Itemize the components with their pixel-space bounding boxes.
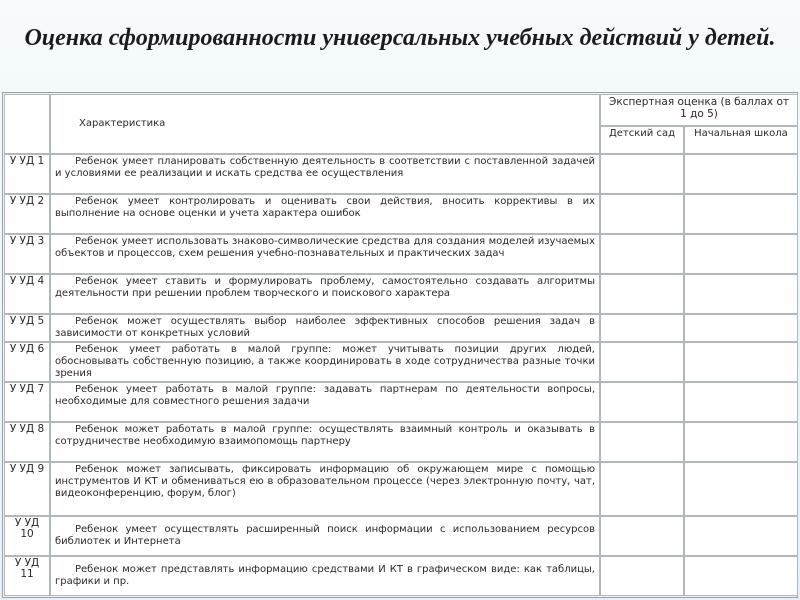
row-code: У УД 1 — [5, 155, 49, 193]
row-description: Ребенок умеет осуществлять расширенный поиск информации с использованием ресурсов библиотек и Интернета — [51, 517, 599, 555]
score-school-cell[interactable] — [685, 195, 797, 233]
row-description: Ребенок может работать в малой группе: осуществлять взаимный контроль и оказывать в сотрудничестве необходимую взаимопомощь партнеру — [51, 423, 599, 461]
table-row — [5, 463, 797, 515]
score-kindergarten-cell[interactable] — [601, 463, 683, 515]
row-description: Ребенок может осуществлять выбор наиболее эффективных способов решения задач в зависимости от конкретных условий — [51, 315, 599, 341]
row-code: У УД 4 — [5, 275, 49, 313]
row-code: У УД 3 — [5, 235, 49, 273]
table-row — [5, 557, 797, 595]
score-kindergarten-cell[interactable] — [601, 235, 683, 273]
score-school-cell[interactable] — [685, 463, 797, 515]
table-row — [5, 315, 797, 341]
table-row — [5, 383, 797, 421]
row-description: Ребенок может записывать, фиксировать информацию об окружающем мире с помощью инструментов И КТ и обмениваться ею в образовательном процессе (через электронную почту, чат, видеоконференцию, форум, блог) — [51, 463, 599, 515]
score-school-cell[interactable] — [685, 383, 797, 421]
score-kindergarten-cell[interactable] — [601, 423, 683, 461]
row-code: У УД 8 — [5, 423, 49, 461]
score-school-cell[interactable] — [685, 315, 797, 341]
row-description: Ребенок умеет ставить и формулировать проблему, самостоятельно создавать алгоритмы деятельности при решении проблем творческого и поискового характера — [51, 275, 599, 313]
table-row — [5, 155, 797, 193]
score-kindergarten-cell[interactable] — [601, 155, 683, 193]
score-school-cell[interactable] — [685, 423, 797, 461]
header-expert-score: Экспертная оценка (в баллах от 1 до 5) — [601, 95, 797, 125]
score-school-cell[interactable] — [685, 517, 797, 555]
table-row — [5, 275, 797, 313]
row-description: Ребенок умеет работать в малой группе: может учитывать позиции других людей, обосновывать собственную позицию, а также координировать в ходе сотрудничества разные точки зрения — [51, 343, 599, 381]
header-primary-school: Начальная школа — [685, 127, 797, 153]
row-code: У УД 5 — [5, 315, 49, 341]
row-code: У УД 6 — [5, 343, 49, 381]
score-kindergarten-cell[interactable] — [601, 195, 683, 233]
score-kindergarten-cell[interactable] — [601, 383, 683, 421]
score-school-cell[interactable] — [685, 155, 797, 193]
score-kindergarten-cell[interactable] — [601, 557, 683, 595]
table-row — [5, 235, 797, 273]
row-description: Ребенок умеет планировать собственную деятельность в соответствии с поставленной задачей и условиями ее реализации и искать средства ее осуществления — [51, 155, 599, 193]
table-row — [5, 195, 797, 233]
row-description: Ребенок может представлять информацию средствами И КТ в графическом виде: как таблицы, графики и пр. — [51, 557, 599, 595]
table-row — [5, 517, 797, 555]
row-code: У УД 7 — [5, 383, 49, 421]
score-school-cell[interactable] — [685, 235, 797, 273]
score-kindergarten-cell[interactable] — [601, 275, 683, 313]
row-code: У УД 9 — [5, 463, 49, 515]
score-kindergarten-cell[interactable] — [601, 315, 683, 341]
row-code: У УД 2 — [5, 195, 49, 233]
slide-title: Оценка сформированности универсальных учебных действий у детей. — [24, 25, 776, 51]
row-code: У УД 10 — [5, 517, 49, 555]
score-kindergarten-cell[interactable] — [601, 517, 683, 555]
header-code-cell — [5, 95, 49, 153]
header-characteristic: Характеристика — [51, 95, 599, 153]
score-school-cell[interactable] — [685, 343, 797, 381]
score-school-cell[interactable] — [685, 557, 797, 595]
table-row — [5, 343, 797, 381]
row-code: У УД 11 — [5, 557, 49, 595]
score-kindergarten-cell[interactable] — [601, 343, 683, 381]
row-description: Ребенок умеет контролировать и оценивать свои действия, вносить коррективы в их выполнение на основе оценки и учета характера ошибок — [51, 195, 599, 233]
row-description: Ребенок умеет использовать знаково-символические средства для создания моделей изучаемых объектов и процессов, схем решения учебно-познавательных и практических задач — [51, 235, 599, 273]
score-school-cell[interactable] — [685, 275, 797, 313]
row-description: Ребенок умеет работать в малой группе: задавать партнерам по деятельности вопросы, необходимые для совместного решения задачи — [51, 383, 599, 421]
table-row — [5, 423, 797, 461]
assessment-table — [2, 92, 798, 598]
header-kindergarten: Детский сад — [601, 127, 683, 153]
